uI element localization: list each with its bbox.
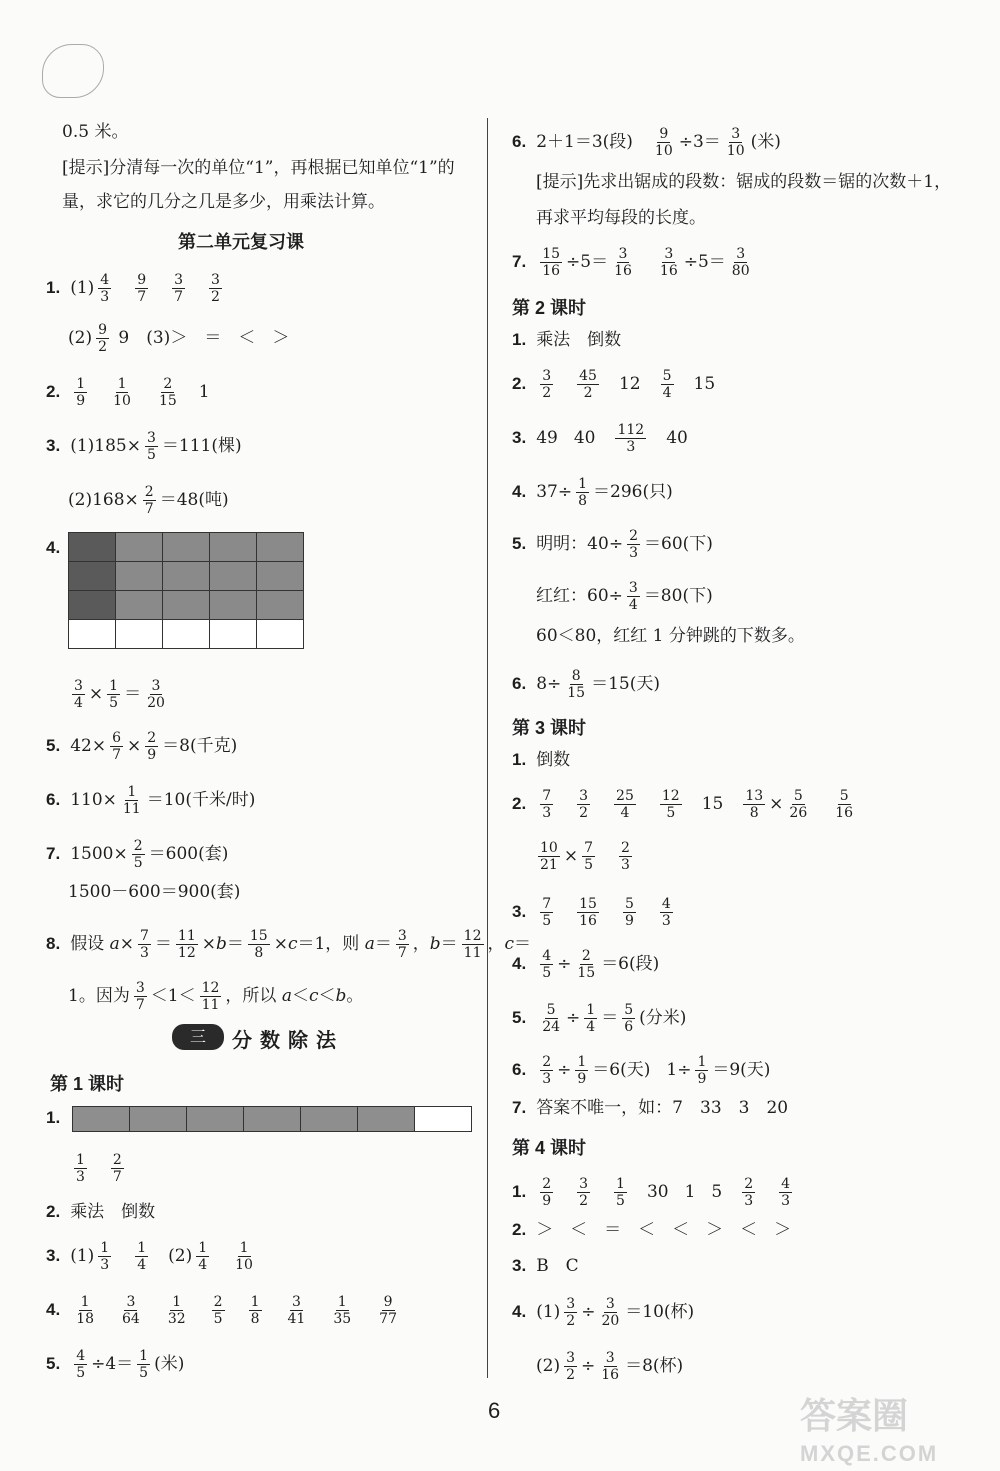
r2q6: 6. 8÷ $\frac{8}{15}$ ＝15(天) bbox=[512, 668, 660, 701]
r-hint-a: [提示]先求出锯成的段数：锯成的段数＝锯的次数＋1， bbox=[536, 172, 952, 192]
r2q5-a: 5. 明明：40÷ $\frac{2}{3}$ ＝60(下) bbox=[512, 528, 713, 561]
r4q4-a: 4. (1) $\frac{3}{2}$ ÷ $\frac{3}{20}$ ＝10(杯) bbox=[512, 1296, 695, 1329]
lesson-3-title: 第 3 课时 bbox=[512, 718, 587, 738]
r3q5: 5. $\frac{5}{24}$ ÷ $\frac{1}{4}$ ＝ $\frac{5}{6}$ (分米) bbox=[512, 1002, 687, 1035]
r2q4: 4. 37÷ $\frac{1}{8}$ ＝296(只) bbox=[512, 476, 673, 509]
r2q1: 1. 乘法 倒数 bbox=[512, 330, 622, 350]
r3q1: 1. 倒数 bbox=[512, 750, 571, 770]
r3q4: 4. $\frac{4}{5}$ ÷ $\frac{2}{15}$ ＝6(段) bbox=[512, 948, 660, 981]
r3q2-a: 2. $\frac{7}{3}$ $\frac{3}{2}$ $\frac{25}{4}$ $\frac{12}{5}$ 15 $\frac{13}{8}$ × $\frac{5}{26}$ $\frac{5}{16}$ bbox=[512, 788, 854, 821]
left-cont: 0.5 米。 bbox=[62, 122, 129, 142]
lesson-2-title: 第 2 课时 bbox=[512, 298, 587, 318]
r4q1: 1. $\frac{2}{9}$ $\frac{3}{2}$ $\frac{1}{5}$ 30 1 5 $\frac{2}{3}$ $\frac{4}{3}$ bbox=[512, 1176, 791, 1209]
page-number: 6 bbox=[488, 1398, 501, 1423]
lq6: 6. 110× $\frac{1}{11}$ ＝10(千米/时) bbox=[46, 784, 256, 817]
lq3-a: 3. (1)185× $\frac{3}{5}$ ＝111(棵) bbox=[46, 430, 242, 463]
r3q2-b: $\frac{10}{21}$ × $\frac{7}{5}$ $\frac{2}{3}$ bbox=[540, 840, 630, 873]
rq7: 7. $\frac{15}{16}$ ÷5＝ $\frac{3}{16}$ $\frac{3}{16}$ ÷5＝ $\frac{3}{80}$ bbox=[512, 246, 750, 279]
lq7-b: 1500－600＝900(套) bbox=[68, 882, 241, 902]
lq8-b: 1。因为 $\frac{3}{7}$ ＜1＜ $\frac{12}{11}$ ，所以 a＜c＜b。 bbox=[68, 980, 364, 1013]
l1q1-ans: $\frac{1}{3}$ $\frac{2}{7}$ bbox=[76, 1152, 122, 1185]
lq2: 2. $\frac{1}{9}$ $\frac{1}{10}$ $\frac{2}{15}$ 1 bbox=[46, 376, 210, 409]
watermark-logo-text: 答案圈 bbox=[800, 1395, 909, 1436]
r3q7: 7. 答案不唯一，如：7 33 3 20 bbox=[512, 1098, 789, 1118]
l1q1-label: 1. bbox=[46, 1108, 61, 1127]
r2q5-b: 红红：60÷ $\frac{3}{4}$ ＝80(下) bbox=[536, 580, 713, 613]
lq7-a: 7. 1500× $\frac{2}{5}$ ＝600(套) bbox=[46, 838, 229, 871]
lesson-1-title: 第 1 课时 bbox=[50, 1074, 125, 1094]
fraction-grid bbox=[68, 532, 304, 649]
lq3-b: (2)168× $\frac{2}{7}$ ＝48(吨) bbox=[68, 484, 229, 517]
lq8-a: 8. 假设 a× $\frac{7}{3}$ ＝ $\frac{11}{12}$ ×b＝ $\frac{15}{8}$ ×c＝1，则 a＝ $\frac{3}{7}$ ，b＝ $\frac{12}{11}$ ，c＝ bbox=[46, 928, 532, 961]
l1q4: 4. $\frac{1}{18}$ $\frac{3}{64}$ $\frac{1}{32}$ $\frac{2}{5}$ $\frac{1}{8}$ $\frac{3}{41}$ $\frac{1}{35}$ $\frac{9}{77}$ bbox=[46, 1294, 397, 1327]
r2q3: 3. 49 40 $\frac{112}{3}$ 40 bbox=[512, 422, 688, 455]
r4q4-b: (2) $\frac{3}{2}$ ÷ $\frac{3}{16}$ ＝8(杯) bbox=[536, 1350, 684, 1383]
r2q2: 2. $\frac{3}{2}$ $\frac{45}{2}$ 12 $\frac{5}{4}$ 15 bbox=[512, 368, 716, 401]
l1q5: 5. $\frac{4}{5}$ ÷4＝ $\frac{1}{5}$ (米) bbox=[46, 1348, 185, 1381]
r4q2: 2. ＞ ＜ ＝ ＜ ＜ ＞ ＜ ＞ bbox=[512, 1220, 792, 1240]
hint-1-line-a: [提示]分清每一次的单位“1”，再根据已知单位“1”的 bbox=[62, 158, 455, 178]
lq4-label: 4. bbox=[46, 538, 61, 557]
rq6: 6. 2＋1＝3(段) $\frac{9}{10}$ ÷3＝ $\frac{3}{10}$ (米) bbox=[512, 126, 781, 159]
r4q3: 3. B C bbox=[512, 1256, 579, 1276]
lq1-b: (2) $\frac{9}{2}$ 9 (3)＞ ＝ ＜ ＞ bbox=[68, 322, 290, 355]
r3q3: 3. $\frac{7}{5}$ $\frac{15}{16}$ $\frac{5}{9}$ $\frac{4}{3}$ bbox=[512, 896, 671, 929]
hint-tag: 提示 bbox=[68, 158, 103, 178]
lesson-4-title: 第 4 课时 bbox=[512, 1138, 587, 1158]
hint-tag: 提示 bbox=[542, 172, 577, 192]
logo-stamp bbox=[42, 44, 104, 98]
watermark bbox=[800, 1388, 990, 1466]
r3q6: 6. $\frac{2}{3}$ ÷ $\frac{1}{9}$ ＝6(天) 1÷ $\frac{1}{9}$ ＝9(天) bbox=[512, 1054, 771, 1087]
r-hint-b: 再求平均每段的长度。 bbox=[536, 208, 706, 228]
unit-title: 分数除法 bbox=[232, 1030, 344, 1052]
watermark-url: MXQE.COM bbox=[800, 1441, 939, 1466]
r2q5-c: 60＜80，红红 1 分钟跳的下数多。 bbox=[536, 626, 805, 646]
unit-badge: 三 bbox=[172, 1024, 224, 1050]
lq1-a: 1. (1) $\frac{4}{3}$ $\frac{9}{7}$ $\frac{3}{7}$ $\frac{3}{2}$ bbox=[46, 272, 220, 305]
lq5: 5. 42× $\frac{6}{7}$ × $\frac{2}{9}$ ＝8(千克) bbox=[46, 730, 238, 763]
hint-1-line-b: 量，求它的几分之几是多少，用乘法计算。 bbox=[62, 192, 385, 212]
l1q3: 3. (1) $\frac{1}{3}$ $\frac{1}{4}$ (2) $\frac{1}{4}$ $\frac{1}{10}$ bbox=[46, 1240, 253, 1273]
column-divider bbox=[487, 118, 488, 1378]
lq4-eq: $\frac{3}{4}$ × $\frac{1}{5}$ ＝ $\frac{3}{20}$ bbox=[74, 678, 165, 711]
l1q2: 2. 乘法 倒数 bbox=[46, 1202, 156, 1222]
fraction-bar bbox=[72, 1106, 472, 1132]
review-title: 第二单元复习课 bbox=[178, 232, 304, 252]
